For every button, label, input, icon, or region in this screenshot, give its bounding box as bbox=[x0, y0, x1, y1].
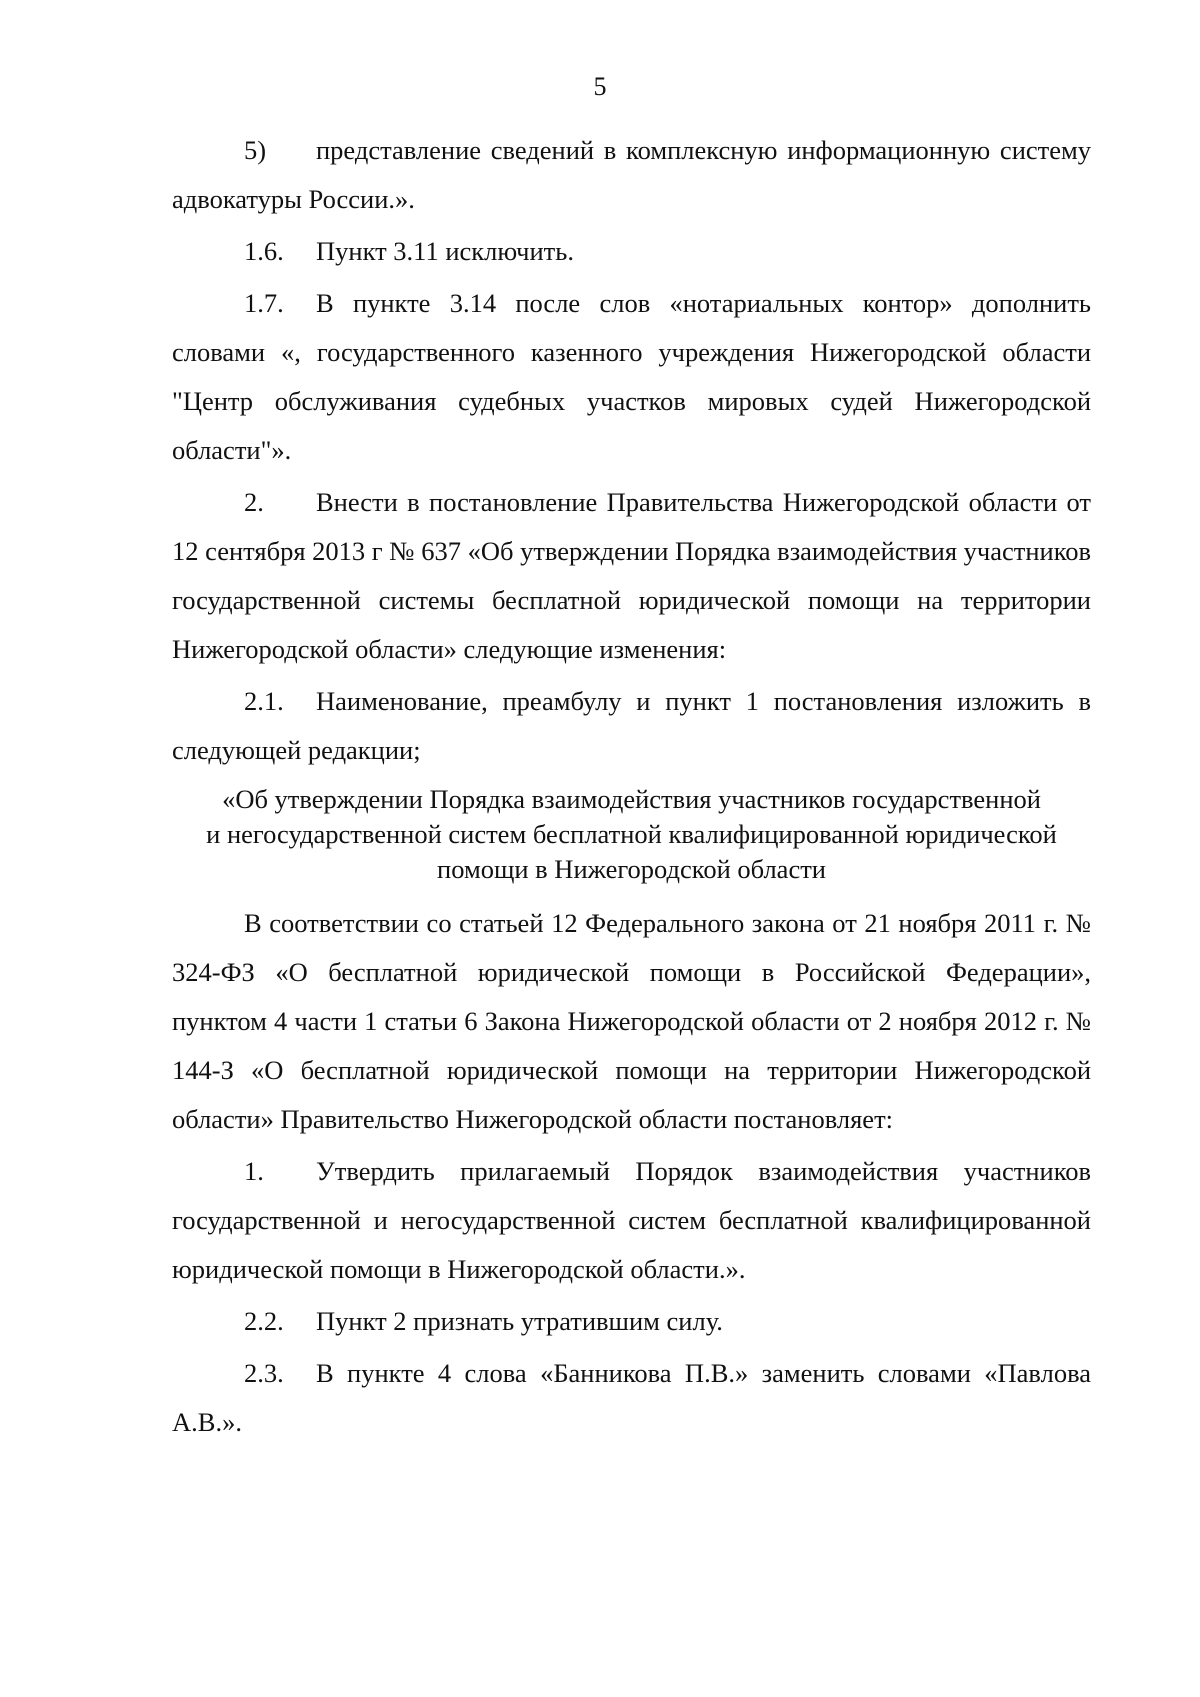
item-text: Пункт 3.11 исключить. bbox=[316, 236, 574, 266]
quoted-title-line: «Об утверждении Порядка взаимодействия участников государственной bbox=[222, 784, 1041, 814]
item-text: Наименование, преамбулу и пункт 1 постановления изложить в следующей редакции; bbox=[172, 686, 1091, 765]
document-body bbox=[172, 126, 1091, 1450]
item-number: 5) bbox=[244, 135, 267, 165]
item-text: Внести в постановление Правительства Нижегородской области от 12 сентября 2013 г № 637 «Об утверждении Порядка взаимодействия участников государственной системы бесплатной юридической помощи на территории Нижегородской области» следующие изменения: bbox=[172, 487, 1091, 664]
item-number: 1.7. bbox=[244, 288, 284, 318]
quoted-title-line: помощи в Нижегородской области bbox=[437, 854, 826, 884]
quoted-resolution-title bbox=[172, 782, 1091, 887]
item-number: 1.6. bbox=[244, 236, 284, 266]
item-number: 2.1. bbox=[244, 686, 284, 716]
paragraph-2-2 bbox=[172, 1297, 1091, 1346]
paragraph-1-6 bbox=[172, 227, 1091, 276]
item-number: 2.3. bbox=[244, 1358, 284, 1388]
quoted-preamble: В соответствии со статьей 12 Федерального закона от 21 ноября 2011 г. № 324-ФЗ «О бесплатной юридической помощи в Российской Федерации», пунктом 4 части 1 статьи 6 Закона Нижегородской области от 2 ноября 2012 г. № 144-З «О бесплатной юридической помощи на территории Нижегородской области» Правительство Нижегородской области постановляет: bbox=[172, 908, 1091, 1134]
item-number: 2. bbox=[244, 487, 264, 517]
item-text: Пункт 2 признать утратившим силу. bbox=[316, 1306, 723, 1336]
paragraph-2 bbox=[172, 478, 1091, 674]
quoted-item-1 bbox=[172, 1147, 1091, 1294]
page-number: 5 bbox=[593, 72, 607, 101]
paragraph-item-5 bbox=[172, 126, 1091, 224]
paragraph-2-3 bbox=[172, 1349, 1091, 1447]
item-text: В пункте 4 слова «Банникова П.В.» заменить словами «Павлова А.В.». bbox=[172, 1358, 1091, 1437]
item-text: представление сведений в комплексную информационную систему адвокатуры России.». bbox=[172, 135, 1091, 214]
item-text: В пункте 3.14 после слов «нотариальных контор» дополнить словами «, государственного казенного учреждения Нижегородской области "Центр обслуживания судебных участков мировых судей Нижегородской области"». bbox=[172, 288, 1091, 465]
paragraph-2-1 bbox=[172, 677, 1091, 775]
paragraph-1-7 bbox=[172, 279, 1091, 475]
item-text: Утвердить прилагаемый Порядок взаимодействия участников государственной и негосударственной систем бесплатной квалифицированной юридической помощи в Нижегородской области.». bbox=[172, 1156, 1091, 1284]
item-number: 1. bbox=[244, 1156, 264, 1186]
quoted-title-line: и негосударственной систем бесплатной квалифицированной юридической bbox=[206, 819, 1057, 849]
item-number: 2.2. bbox=[244, 1306, 284, 1336]
